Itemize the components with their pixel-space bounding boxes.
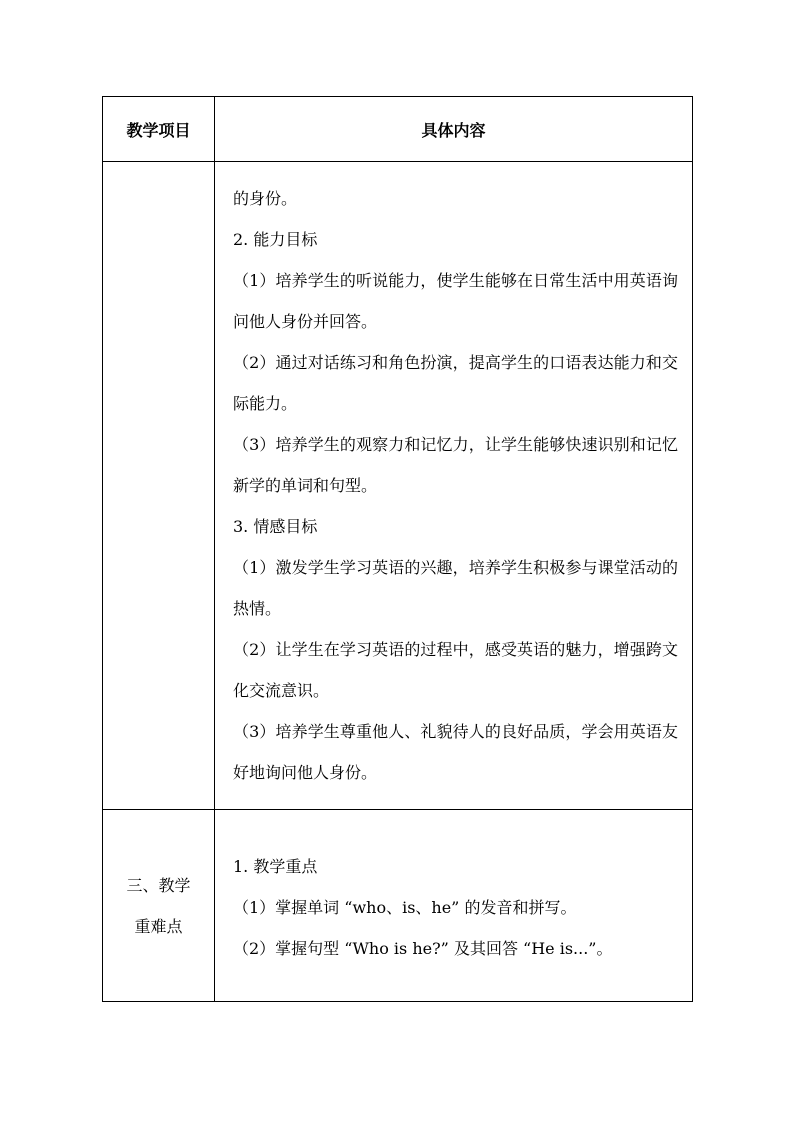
key-points-content — [215, 810, 693, 1002]
content-line: （1）掌握单词 “who、is、he” 的发音和拼写。 — [233, 898, 577, 917]
table-row — [103, 162, 693, 810]
content-line: （1）激发学生学习英语的兴趣，培养学生积极参与课堂活动的热情。 — [233, 558, 678, 618]
table-header-row — [103, 97, 693, 162]
content-line: 2. 能力目标 — [233, 230, 318, 249]
lesson-plan-table — [102, 96, 693, 1002]
content-line: （1）培养学生的听说能力，使学生能够在日常生活中用英语询问他人身份并回答。 — [233, 271, 678, 331]
content-line: （2）让学生在学习英语的过程中，感受英语的魅力，增强跨文化交流意识。 — [233, 640, 678, 700]
table-row — [103, 810, 693, 1002]
objectives-content — [215, 162, 693, 810]
content-line: （3）培养学生尊重他人、礼貌待人的良好品质，学会用英语友好地询问他人身份。 — [233, 722, 678, 782]
row-label-line: 三、教学 — [126, 875, 191, 895]
content-line: 1. 教学重点 — [233, 857, 318, 876]
row-label — [103, 162, 215, 810]
content-line: （3）培养学生的观察力和记忆力，让学生能够快速识别和记忆新学的单词和句型。 — [233, 435, 678, 495]
row-label-line: 重难点 — [134, 916, 183, 936]
header-teaching-item: 教学项目 — [103, 97, 215, 162]
row-label-key-difficult-points — [103, 810, 215, 1002]
header-specific-content: 具体内容 — [215, 97, 693, 162]
content-line: （2）掌握句型 “Who is he?” 及其回答 “He is...”。 — [233, 939, 613, 958]
content-line: （2）通过对话练习和角色扮演，提高学生的口语表达能力和交际能力。 — [233, 353, 678, 413]
content-line: 的身份。 — [233, 189, 298, 208]
content-line: 3. 情感目标 — [233, 517, 318, 536]
